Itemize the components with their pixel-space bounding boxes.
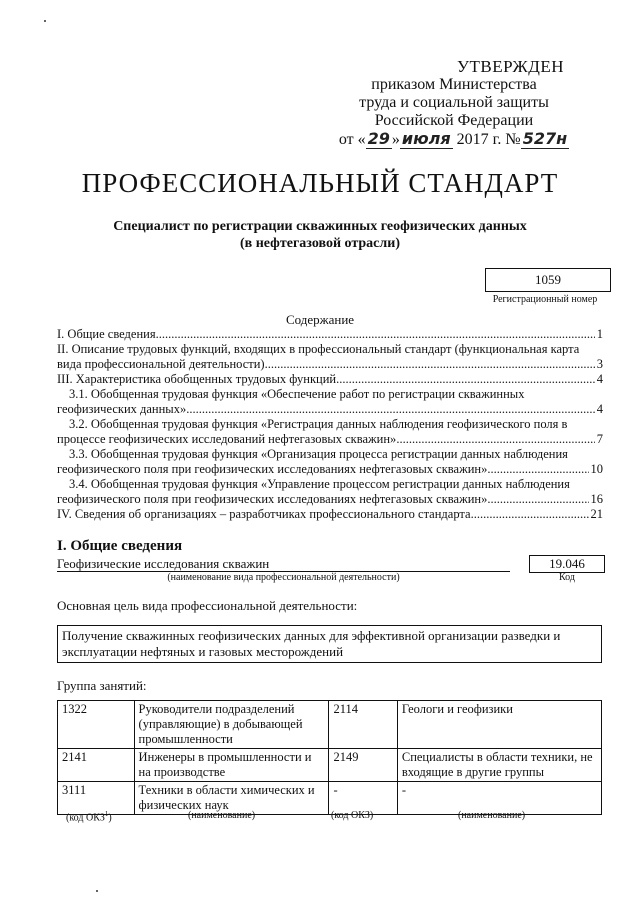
okz-code: - [329,782,397,815]
okz-code: 1322 [58,701,135,749]
occupation-name: - [397,782,601,815]
occupation-name: Геологи и геофизики [397,701,601,749]
toc-page: 21 [590,507,603,521]
occupation-name: Руководители подразделений (управляющие) в добывающей промышленности [134,701,329,749]
toc-item-3-4[interactable] [57,492,603,507]
code-caption: Код [559,572,575,583]
toc-leader [396,432,594,447]
toc-item-3-2-line-1[interactable]: 3.2. Обобщенная трудовая функция «Регистрация данных наблюдения геофизического поля в [69,417,568,431]
caption-text: (код ОКЗ [66,812,105,824]
toc-item-text: геофизического поля при геофизических исследованиях нефтегазовых скважин» [57,492,488,506]
standard-subtitle [0,218,640,252]
approval-approved: УТВЕРЖДЕН [457,57,564,76]
toc-page: 16 [590,492,603,506]
toc-item-3-2[interactable] [57,432,603,447]
okz-code: 2114 [329,701,397,749]
toc-leader [487,462,588,477]
toc-item-3-3[interactable] [57,462,603,477]
occupation-name: Специалисты в области техники, не входящие в другие группы [397,749,601,782]
scan-speck [96,890,98,892]
caption-okz-code-2: (код ОКЗ) [331,810,374,821]
toc-page: 3 [596,357,603,371]
okz-code: 2141 [58,749,135,782]
toc-item-2-line-1[interactable]: II. Описание трудовых функций, входящих в профессиональный стандарт (функциональная карта [57,342,580,356]
approval-ministry-line: труда и социальной защиты [359,94,549,111]
approval-block [334,58,574,149]
toc-item-text: вида профессиональной деятельности) [57,357,265,371]
toc-page: 7 [596,432,603,446]
date-year: 2017 г. № [456,131,521,148]
activity-caption: (наименование вида профессиональной деятельности) [167,572,400,583]
approval-date-line [334,130,574,149]
approval-order-line: приказом Министерства [371,76,537,93]
toc-leader [487,492,588,507]
caption-name-2: (наименование) [458,810,526,821]
date-month: июля [401,129,451,148]
caption-name-1: (наименование) [188,810,256,821]
toc-item-3-1-line-1[interactable]: 3.1. Обобщенная трудовая функция «Обеспечение работ по регистрации скважинных [69,387,525,401]
toc-item-text: III. Характеристика обобщенных трудовых функций [57,372,337,386]
subtitle-line-1: Специалист по регистрации скважинных геофизических данных [113,219,527,234]
toc-item-4[interactable] [57,507,603,522]
activity-code-box: 19.046 [529,555,605,573]
goal-box [57,625,602,663]
toc-item-3-1[interactable] [57,402,603,417]
goal-line-1: Получение скважинных геофизических данных для эффективной организации разведки и [62,628,561,643]
toc-item-2[interactable] [57,357,603,372]
table-row [58,701,602,749]
registration-number-box: 1059 [485,268,611,292]
toc-leader [186,402,595,417]
table-row [58,749,602,782]
document-title: ПРОФЕССИОНАЛЬНЫЙ СТАНДАРТ [81,168,559,198]
toc-leader [156,327,595,342]
footnote-ref[interactable]: 1 [104,810,109,818]
okz-code: 2149 [329,749,397,782]
toc-leader [471,507,589,522]
toc-item-text: геофизических данных» [57,402,187,416]
activity-name: Геофизические исследования скважин [57,556,510,572]
okz-code: 3111 [58,782,135,815]
toc-page: 10 [590,462,603,476]
goal-line-2: эксплуатации нефтяных и газовых месторождений [62,644,344,659]
toc-leader [336,372,595,387]
table-of-contents [57,327,603,522]
caption-okz-code-1 [66,810,112,823]
occupation-name: Техники в области химических и физических наук [134,782,329,815]
toc-item-text: I. Общие сведения [57,327,156,341]
registration-number-label: Регистрационный номер [492,294,598,305]
subtitle-line-2: (в нефтегазовой отрасли) [240,236,400,251]
toc-page: 4 [596,402,603,416]
toc-leader [265,357,595,372]
toc-item-1[interactable] [57,327,603,342]
toc-page: 4 [596,372,603,386]
date-mid: » [391,131,400,148]
goal-label: Основная цель вида профессиональной деятельности: [57,598,358,613]
toc-page: 1 [596,327,603,341]
section-heading: I. Общие сведения [57,538,183,554]
date-day: 29 [367,129,390,148]
date-prefix: от « [338,131,366,148]
toc-item-text: процессе геофизических исследований нефтегазовых скважин» [57,432,397,446]
occupation-name: Инженеры в промышленности и на производстве [134,749,329,782]
toc-item-3[interactable] [57,372,603,387]
approval-country-line: Российской Федерации [374,112,534,129]
toc-item-text: IV. Сведения об организациях – разработчиках профессионального стандарта [57,507,471,521]
toc-item-text: геофизического поля при геофизических исследованиях нефтегазовых скважин» [57,462,488,476]
toc-title: Содержание [285,312,355,327]
scan-speck [44,20,46,22]
toc-item-3-4-line-1[interactable]: 3.4. Обобщенная трудовая функция «Управление процессом регистрации данных наблюдения [69,477,570,491]
order-number: 527н [522,129,568,148]
group-label: Группа занятий: [57,678,147,693]
toc-item-3-3-line-1[interactable]: 3.3. Обобщенная трудовая функция «Организация процесса регистрации данных наблюдения [69,447,568,461]
occupation-groups-table [57,700,602,815]
caption-text: ) [108,812,112,824]
